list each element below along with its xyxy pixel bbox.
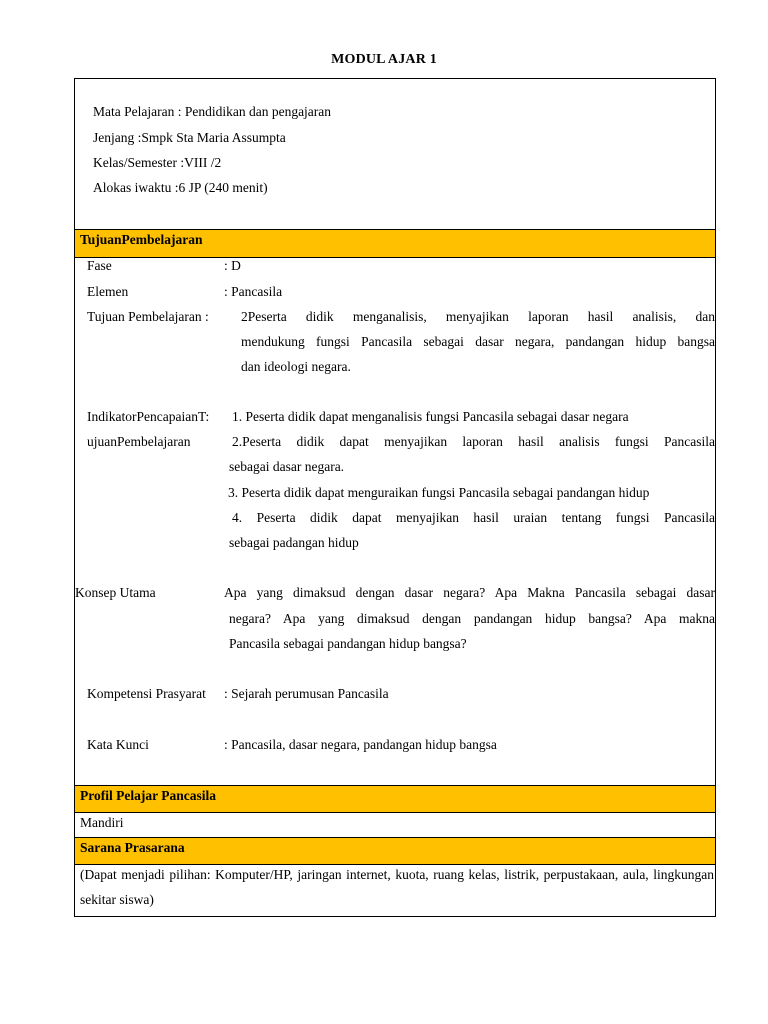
indikator-item: 1. Peserta didik dapat menganalisis fungsi Pancasila sebagai dasar negara [232, 409, 629, 424]
document-title: MODUL AJAR 1 [331, 52, 437, 67]
indikator-item: 4. Peserta didik dapat menyajikan hasil uraian tentang fungsi Pancasila [232, 510, 715, 525]
level-line: Jenjang :Smpk Sta Maria Assumpta [93, 130, 286, 145]
kompetensi-label: Kompetensi Prasyarat [87, 686, 206, 701]
subject-line: Mata Pelajaran : Pendidikan dan pengajaran [93, 104, 332, 119]
tujuan-pembelajaran-line: mendukung fungsi Pancasila sebagai dasar negara, pandangan hidup bangsa [241, 334, 715, 349]
tujuan-pembelajaran-line: dan ideologi negara. [241, 359, 351, 374]
tujuan-pembelajaran-label: Tujuan Pembelajaran : [87, 309, 209, 324]
section-header-profil: Profil Pelajar Pancasila [75, 786, 715, 812]
sarana-value: (Dapat menjadi pilihan: Komputer/HP, jaringan internet, kuota, ruang kelas, listrik, perpustakaan, aula, lingkungan sekitar siswa) [80, 867, 714, 907]
fase-value: : D [224, 258, 241, 273]
indikator-label: ujuanPembelajaran [87, 434, 191, 449]
class-semester-line: Kelas/Semester :VIII /2 [93, 155, 222, 170]
indikator-item: 3. Peserta didik dapat menguraikan fungsi Pancasila sebagai pandangan hidup [228, 485, 650, 500]
tujuan-pembelajaran-line: 2Peserta didik menganalisis, menyajikan laporan hasil analisis, dan [241, 309, 715, 324]
profil-value: Mandiri [80, 815, 124, 830]
konsep-label: Konsep Utama [75, 585, 156, 600]
konsep-line: Apa yang dimaksud dengan dasar negara? Apa Makna Pancasila sebagai dasar [224, 585, 715, 600]
kata-kunci-value: : Pancasila, dasar negara, pandangan hidup bangsa [224, 737, 497, 752]
indikator-label: IndikatorPencapaianT: [87, 409, 210, 424]
kompetensi-value: : Sejarah perumusan Pancasila [224, 686, 389, 701]
elemen-value: : Pancasila [224, 284, 283, 299]
indikator-item: sebagai padangan hidup [229, 535, 359, 550]
fase-label: Fase [87, 258, 112, 273]
time-allocation-line: Alokas iwaktu :6 JP (240 menit) [93, 180, 268, 195]
row-divider [74, 257, 716, 258]
konsep-line: negara? Apa yang dimaksud dengan pandangan hidup bangsa? Apa makna [229, 611, 715, 626]
row-divider [74, 812, 716, 813]
section-header-tujuan: TujuanPembelajaran [75, 230, 715, 257]
elemen-label: Elemen [87, 284, 129, 299]
indikator-item: 2.Peserta didik dapat menyajikan laporan hasil analisis fungsi Pancasila [232, 434, 715, 449]
indikator-item: sebagai dasar negara. [229, 459, 345, 474]
kata-kunci-label: Kata Kunci [87, 737, 149, 752]
section-header-sarana: Sarana Prasarana [75, 838, 715, 864]
konsep-line: Pancasila sebagai pandangan hidup bangsa? [229, 636, 467, 651]
